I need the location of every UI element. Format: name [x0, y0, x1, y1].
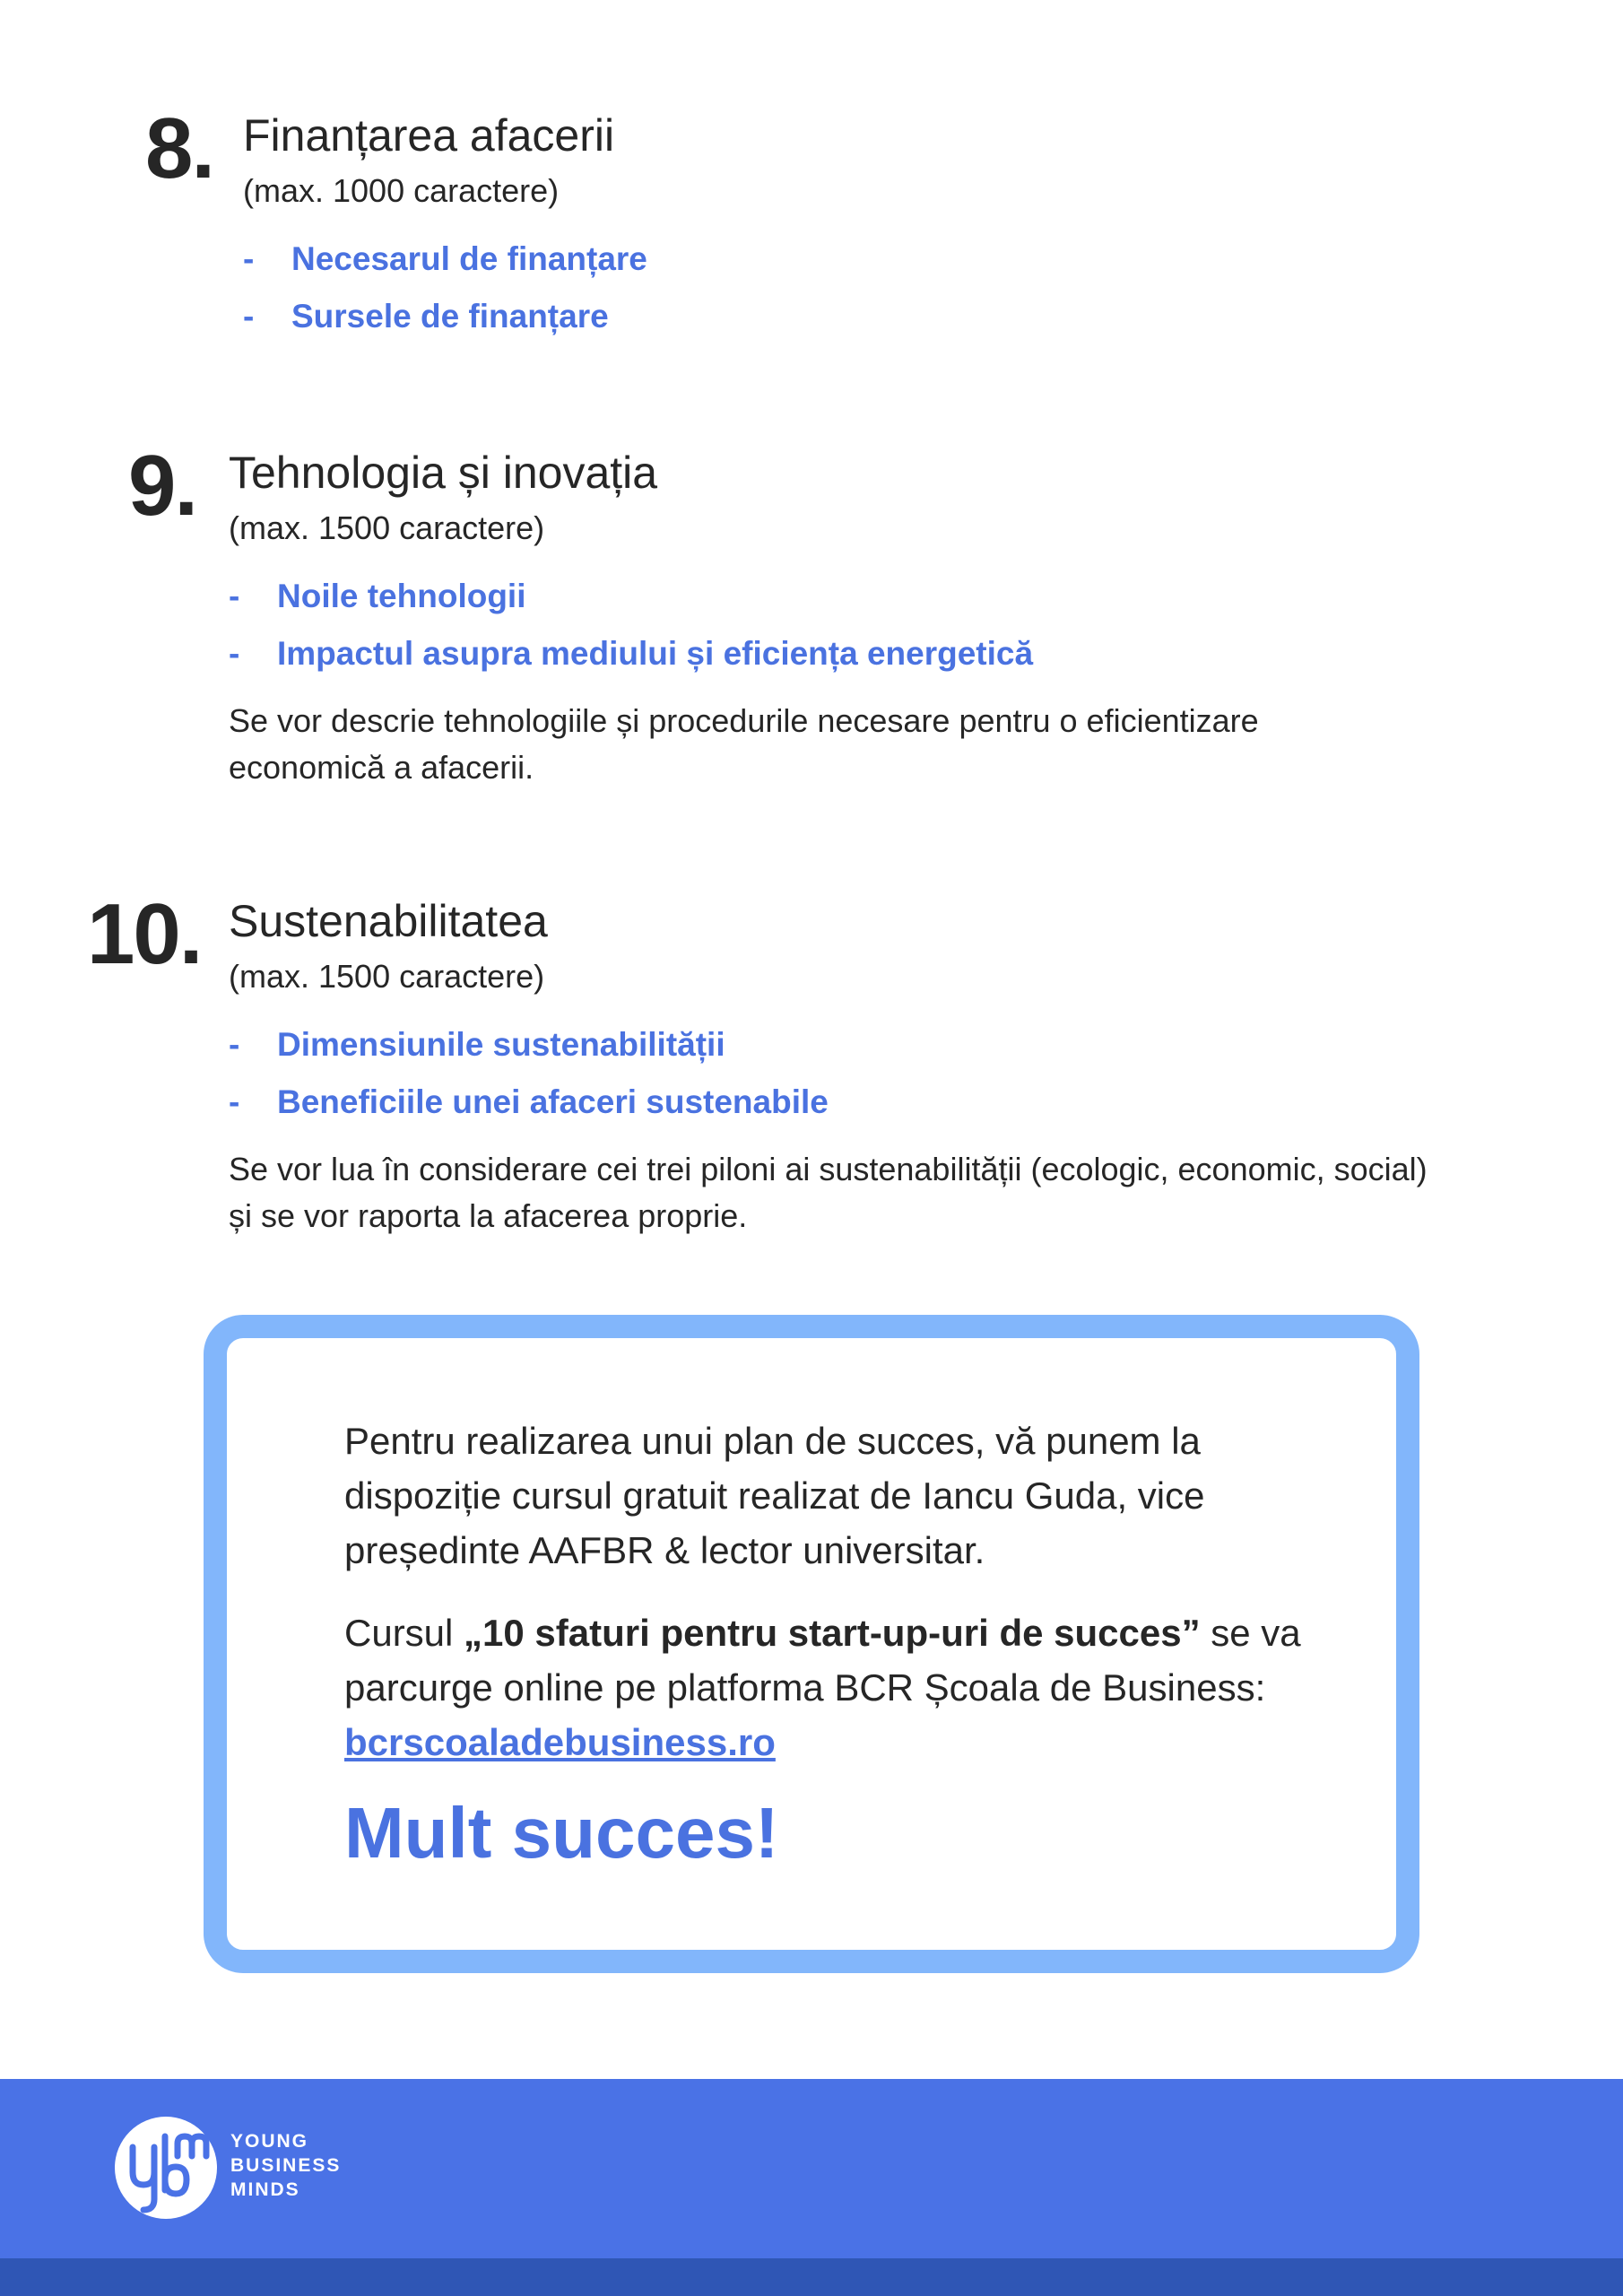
course-name: „10 sfaturi pentru start-up-uri de succes”	[464, 1612, 1201, 1654]
section-9-description: Se vor descrie tehnologiile și procedurile necesare pentru o eficientizare economică a afacerii.	[229, 702, 1259, 786]
bullet-dash: -	[229, 1083, 240, 1120]
section-10-number: 10.	[87, 886, 202, 982]
bullet-dash: -	[229, 578, 240, 614]
section-10-limit: (max. 1500 caractere)	[229, 958, 545, 995]
closing-message: Mult succes!	[344, 1793, 779, 1873]
section-10-bullet-1	[229, 1025, 725, 1065]
course-prefix: Cursul	[344, 1612, 464, 1654]
bullet-text: Noile tehnologii	[277, 578, 526, 614]
section-9-bullet-2	[229, 634, 1033, 674]
bullet-text: Beneficiile unei afaceri sustenabile	[277, 1083, 829, 1120]
brand-line-1: YOUNG	[230, 2131, 309, 2152]
brand-line-2: BUSINESS	[230, 2155, 342, 2176]
section-8-number: 8.	[145, 100, 214, 196]
ybm-logo	[115, 2117, 217, 2219]
section-9-number: 9.	[128, 438, 197, 534]
ybm-logo-mark-icon	[115, 2117, 217, 2219]
section-8-title: Finanțarea afacerii	[243, 110, 615, 161]
bullet-text: Necesarul de finanțare	[291, 240, 647, 277]
bullet-dash: -	[243, 298, 255, 335]
brand-wordmark	[230, 2129, 341, 2202]
bullet-dash: -	[229, 1026, 240, 1063]
section-8-bullet-2	[243, 297, 609, 336]
section-9-bullet-1	[229, 577, 525, 616]
course-suffix: se va parcurge online pe platforma BCR Școala de Business:	[344, 1612, 1301, 1709]
section-10-description: Se vor lua în considerare cei trei piloni ai sustenabilității (ecologic, economic, social) și se vor raporta la afacerea proprie.	[229, 1151, 1428, 1234]
course-link[interactable]: bcrscoaladebusiness.ro	[344, 1721, 776, 1763]
section-9-limit: (max. 1500 caractere)	[229, 509, 545, 546]
section-8-limit: (max. 1000 caractere)	[243, 172, 560, 209]
brand-line-3: MINDS	[230, 2179, 300, 2200]
section-9-title: Tehnologia și inovația	[229, 448, 658, 498]
bullet-text: Impactul asupra mediului și eficiența energetică	[277, 635, 1034, 672]
section-10-bullet-2	[229, 1083, 829, 1122]
callout-intro: Pentru realizarea unui plan de succes, vă punem la dispoziție cursul gratuit realizat de Iancu Guda, vice președinte AAFBR & lector universitar.	[344, 1420, 1205, 1571]
bullet-text: Sursele de finanțare	[291, 298, 609, 335]
bullet-dash: -	[243, 240, 255, 277]
footer-bottom-strip	[0, 2258, 1623, 2296]
callout-course	[344, 1605, 1313, 1770]
section-10-title: Sustenabilitatea	[229, 896, 548, 946]
bullet-dash: -	[229, 635, 240, 672]
section-8-bullet-1	[243, 239, 647, 279]
bullet-text: Dimensiunile sustenabilității	[277, 1026, 725, 1063]
